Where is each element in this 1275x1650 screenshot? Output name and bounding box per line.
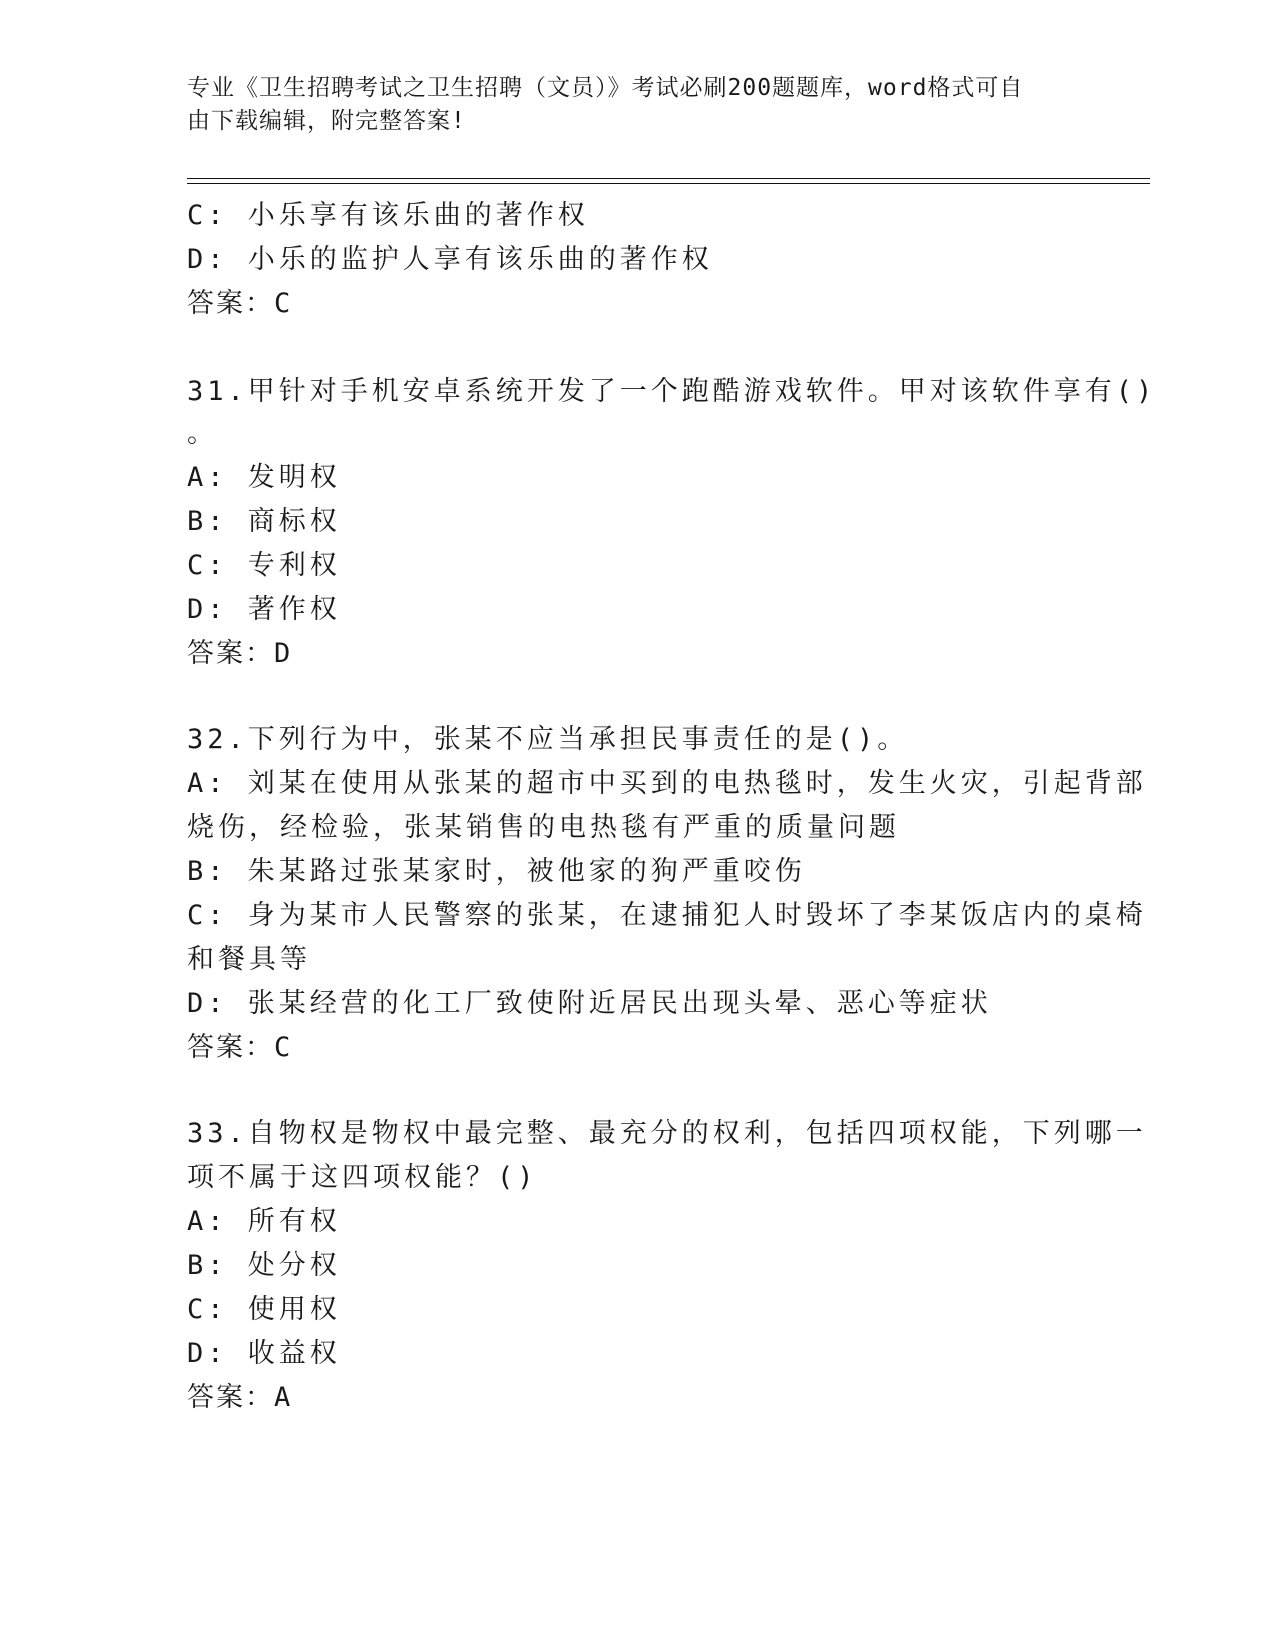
q31-stem-line-1: 31.甲针对手机安卓系统开发了一个跑酷游戏软件。甲对该软件享有() <box>187 376 1157 407</box>
q33-option-b: B: 处分权 <box>187 1250 341 1281</box>
prev-answer: 答案：C <box>187 288 293 319</box>
q33-stem-line-2: 项不属于这四项权能？() <box>187 1162 538 1193</box>
header-line-1: 专业《卫生招聘考试之卫生招聘（文员）》考试必刷200题题库，word格式可自 <box>187 75 1024 101</box>
q32-option-a-line-2: 烧伤，经检验，张某销售的电热毯有严重的质量问题 <box>187 812 900 843</box>
q32-option-d: D: 张某经营的化工厂致使附近居民出现头晕、恶心等症状 <box>187 988 992 1019</box>
q31-option-d: D: 著作权 <box>187 594 341 625</box>
q31-answer: 答案：D <box>187 638 293 669</box>
q31-option-c: C: 专利权 <box>187 550 341 581</box>
q32-answer: 答案：C <box>187 1032 293 1063</box>
q31-option-b: B: 商标权 <box>187 506 341 537</box>
q31-option-a: A: 发明权 <box>187 462 341 493</box>
q33-stem-line-1: 33.自物权是物权中最完整、最充分的权利，包括四项权能，下列哪一 <box>187 1118 1147 1149</box>
q33-option-c: C: 使用权 <box>187 1294 341 1325</box>
q33-option-a: A: 所有权 <box>187 1206 341 1237</box>
document-header <box>187 72 1067 138</box>
q31-stem-line-2: 。 <box>187 418 218 449</box>
q33-option-d: D: 收益权 <box>187 1338 341 1369</box>
q32-option-c-line-1: C: 身为某市人民警察的张某，在逮捕犯人时毁坏了李某饭店内的桌椅 <box>187 900 1147 931</box>
prev-option-d: D: 小乐的监护人享有该乐曲的著作权 <box>187 244 713 275</box>
q32-option-a-line-1: A: 刘某在使用从张某的超市中买到的电热毯时，发生火灾，引起背部 <box>187 768 1147 799</box>
q32-stem-line-1: 32.下列行为中，张某不应当承担民事责任的是()。 <box>187 724 909 755</box>
q33-answer: 答案：A <box>187 1382 293 1413</box>
q32-option-b: B: 朱某路过张某家时，被他家的狗严重咬伤 <box>187 856 806 887</box>
header-divider-top <box>187 178 1150 179</box>
q32-option-c-line-2: 和餐具等 <box>187 944 311 975</box>
header-divider-bottom <box>187 183 1150 184</box>
prev-option-c: C: 小乐享有该乐曲的著作权 <box>187 200 589 231</box>
header-line-2: 由下载编辑，附完整答案! <box>187 108 466 134</box>
